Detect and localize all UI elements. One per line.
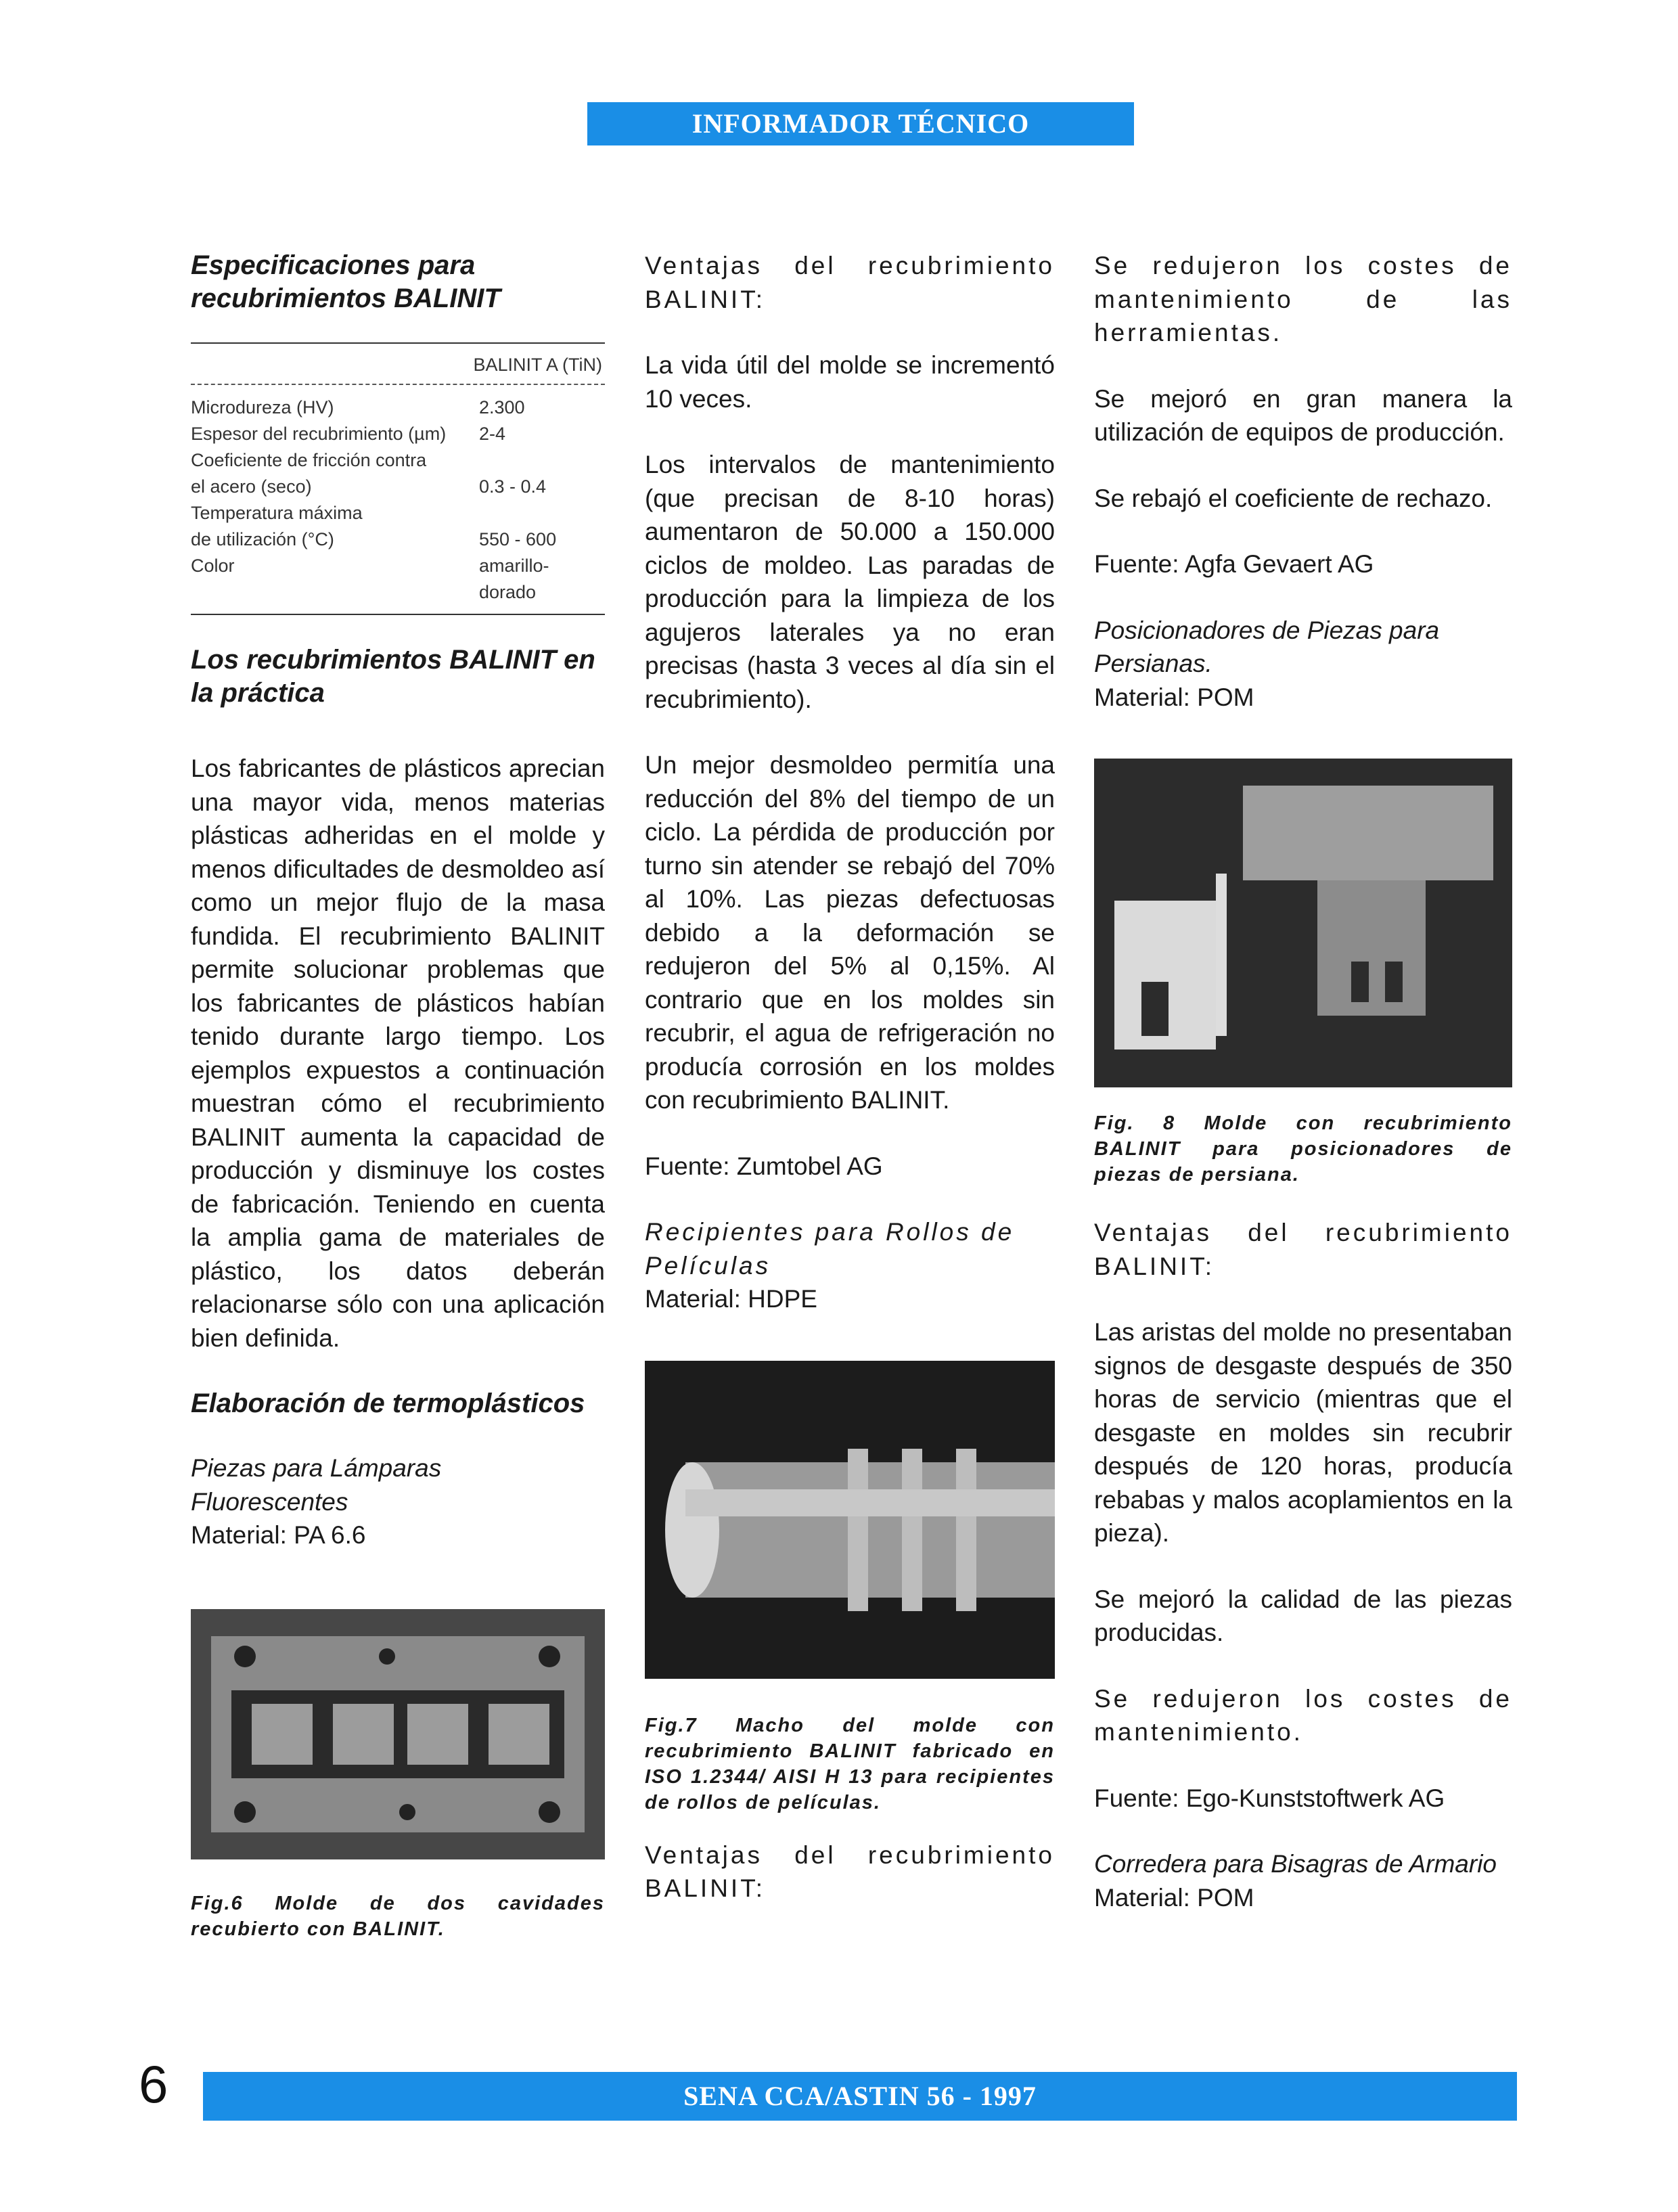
example-title: Recipientes para Rollos de Películas xyxy=(645,1218,1015,1280)
spec-row xyxy=(191,474,605,500)
fig7-caption: Fig.7 Macho del molde con recubrimiento BALINIT fabricado en ISO 1.2344/ AISI H 13 para recipientes de rollos de películas. xyxy=(645,1714,1055,1813)
column-2 xyxy=(645,249,1055,1938)
fig6-photo xyxy=(191,1609,605,1859)
example-material: Material: PA 6.6 xyxy=(191,1521,366,1549)
spec-row xyxy=(191,447,605,474)
footer-banner: SENA CCA/ASTIN 56 - 1997 xyxy=(203,2072,1517,2121)
spec-value xyxy=(479,447,605,474)
thermo-heading: Elaboración de termoplásticos xyxy=(191,1389,585,1418)
example-title: Piezas para Lámparas Fluorescentes xyxy=(191,1454,442,1516)
spec-value: amarillo-dorado xyxy=(479,556,549,602)
fig7-photo xyxy=(645,1361,1055,1679)
header-banner: INFORMADOR TÉCNICO xyxy=(587,102,1134,145)
paragraph: Se redujeron los costes de mantenimiento. xyxy=(1094,1684,1512,1746)
core-image xyxy=(645,1361,1055,1679)
spec-label: Color xyxy=(191,556,235,576)
paragraph: Se redujeron los costes de mantenimiento de las herramientas. xyxy=(1094,252,1512,346)
column-3 xyxy=(1094,249,1512,1914)
spec-value xyxy=(479,500,605,526)
paragraph: Los intervalos de mantenimiento (que precisan de 8-10 horas) aumentaron de 50.000 a 150.000 ciclos de moldeo. Las paradas de producción para la limpieza de los agujeros laterales ya no eran precisas (hasta 3 veces al día sin el recubrimiento). xyxy=(645,451,1055,713)
example-material: Material: POM xyxy=(1094,683,1254,711)
example-material: Material: HDPE xyxy=(645,1285,817,1313)
source: Fuente: Zumtobel AG xyxy=(645,1152,883,1180)
spec-value: 2-4 xyxy=(479,424,506,444)
paragraph: Se rebajó el coeficiente de rechazo. xyxy=(1094,484,1493,512)
spec-label: Coeficiente de fricción contra xyxy=(191,450,427,470)
paragraph: La vida útil del molde se incrementó 10 veces. xyxy=(645,351,1055,413)
spec-value: 2.300 xyxy=(479,397,525,417)
practice-text: Los fabricantes de plásticos aprecian una mayor vida, menos materias plásticas adheridas en el molde y menos dificultades de desmoldeo así como un mejor flujo de la masa fundida. El recubrimiento BALINIT permite solucionar problemas que los fabricantes de plásticos habían tenido durante largo tiempo. Los ejemplos expuestos a continuación muestran cómo el recubrimiento BALINIT aumenta la capacidad de producción y disminuye los costes de fabricación. Teniendo en cuenta la amplia gama de materiales de plástico, los datos deberán relacionarse sólo con una aplicación bien definida. xyxy=(191,754,605,1352)
spec-heading: Especificaciones para recubrimientos BALINIT xyxy=(191,250,501,313)
column-1 xyxy=(191,249,605,1942)
spec-row xyxy=(191,526,605,553)
paragraph: Las aristas del molde no presentaban signos de desgaste después de 350 horas de servicio (mientras que el desgaste en moldes sin recubrir después de 120 horas, producía rebabas y malos acoplamientos en la pieza). xyxy=(1094,1318,1512,1547)
page-number: 6 xyxy=(139,2054,168,2114)
spec-value: 0.3 - 0.4 xyxy=(479,476,547,497)
spec-label: de utilización (°C) xyxy=(191,529,334,549)
positioner-image xyxy=(1094,759,1512,1087)
spec-label: el acero (seco) xyxy=(191,476,312,497)
spec-row xyxy=(191,500,605,526)
fig8-photo xyxy=(1094,759,1512,1087)
mold-image xyxy=(191,1609,605,1859)
spec-label: Temperatura máxima xyxy=(191,503,363,523)
spec-row xyxy=(191,421,605,447)
practice-heading: Los recubrimientos BALINIT en la práctica xyxy=(191,645,595,708)
spec-table xyxy=(191,342,605,615)
spec-row xyxy=(191,394,605,421)
spec-label: Microdureza (HV) xyxy=(191,397,334,417)
advantages-heading-1: Ventajas del recubrimiento BALINIT: xyxy=(645,252,1055,313)
paragraph: Se mejoró en gran manera la utilización de equipos de producción. xyxy=(1094,384,1512,446)
example-title: Corredera para Bisagras de Armario xyxy=(1094,1850,1497,1878)
example-title: Posicionadores de Piezas para Persianas. xyxy=(1094,616,1440,677)
source: Fuente: Agfa Gevaert AG xyxy=(1094,550,1374,578)
spec-table-column-header: BALINIT A (TiN) xyxy=(191,344,605,385)
spec-value: 550 - 600 xyxy=(479,529,557,549)
spec-label: Espesor del recubrimiento (µm) xyxy=(191,424,447,444)
advantages-heading-2: Ventajas del recubrimiento BALINIT: xyxy=(645,1841,1055,1902)
fig6-caption: Fig.6 Molde de dos cavidades recubierto con BALINIT. xyxy=(191,1892,605,1940)
paragraph: Se mejoró la calidad de las piezas producidas. xyxy=(1094,1585,1512,1646)
source: Fuente: Ego-Kunststoftwerk AG xyxy=(1094,1784,1445,1812)
spec-row xyxy=(191,553,605,606)
spec-table-bottom-rule xyxy=(191,614,605,615)
paragraph: Un mejor desmoldeo permitía una reducción del 8% del tiempo de un ciclo. La pérdida de producción por turno sin atender se rebajó del 70% al 10%. Las piezas defectuosas debido a la deformación se redujeron del 5% al 0,15%. Al contrario que en los moldes sin recubrir, el agua de refrigeración no producía corrosión en los moldes con recubrimiento BALINIT. xyxy=(645,751,1055,1114)
advantages-heading: Ventajas del recubrimiento BALINIT: xyxy=(1094,1219,1512,1280)
fig8-caption: Fig. 8 Molde con recubrimiento BALINIT para posicionadores de piezas de persiana. xyxy=(1094,1112,1512,1186)
example-material: Material: POM xyxy=(1094,1883,1254,1912)
